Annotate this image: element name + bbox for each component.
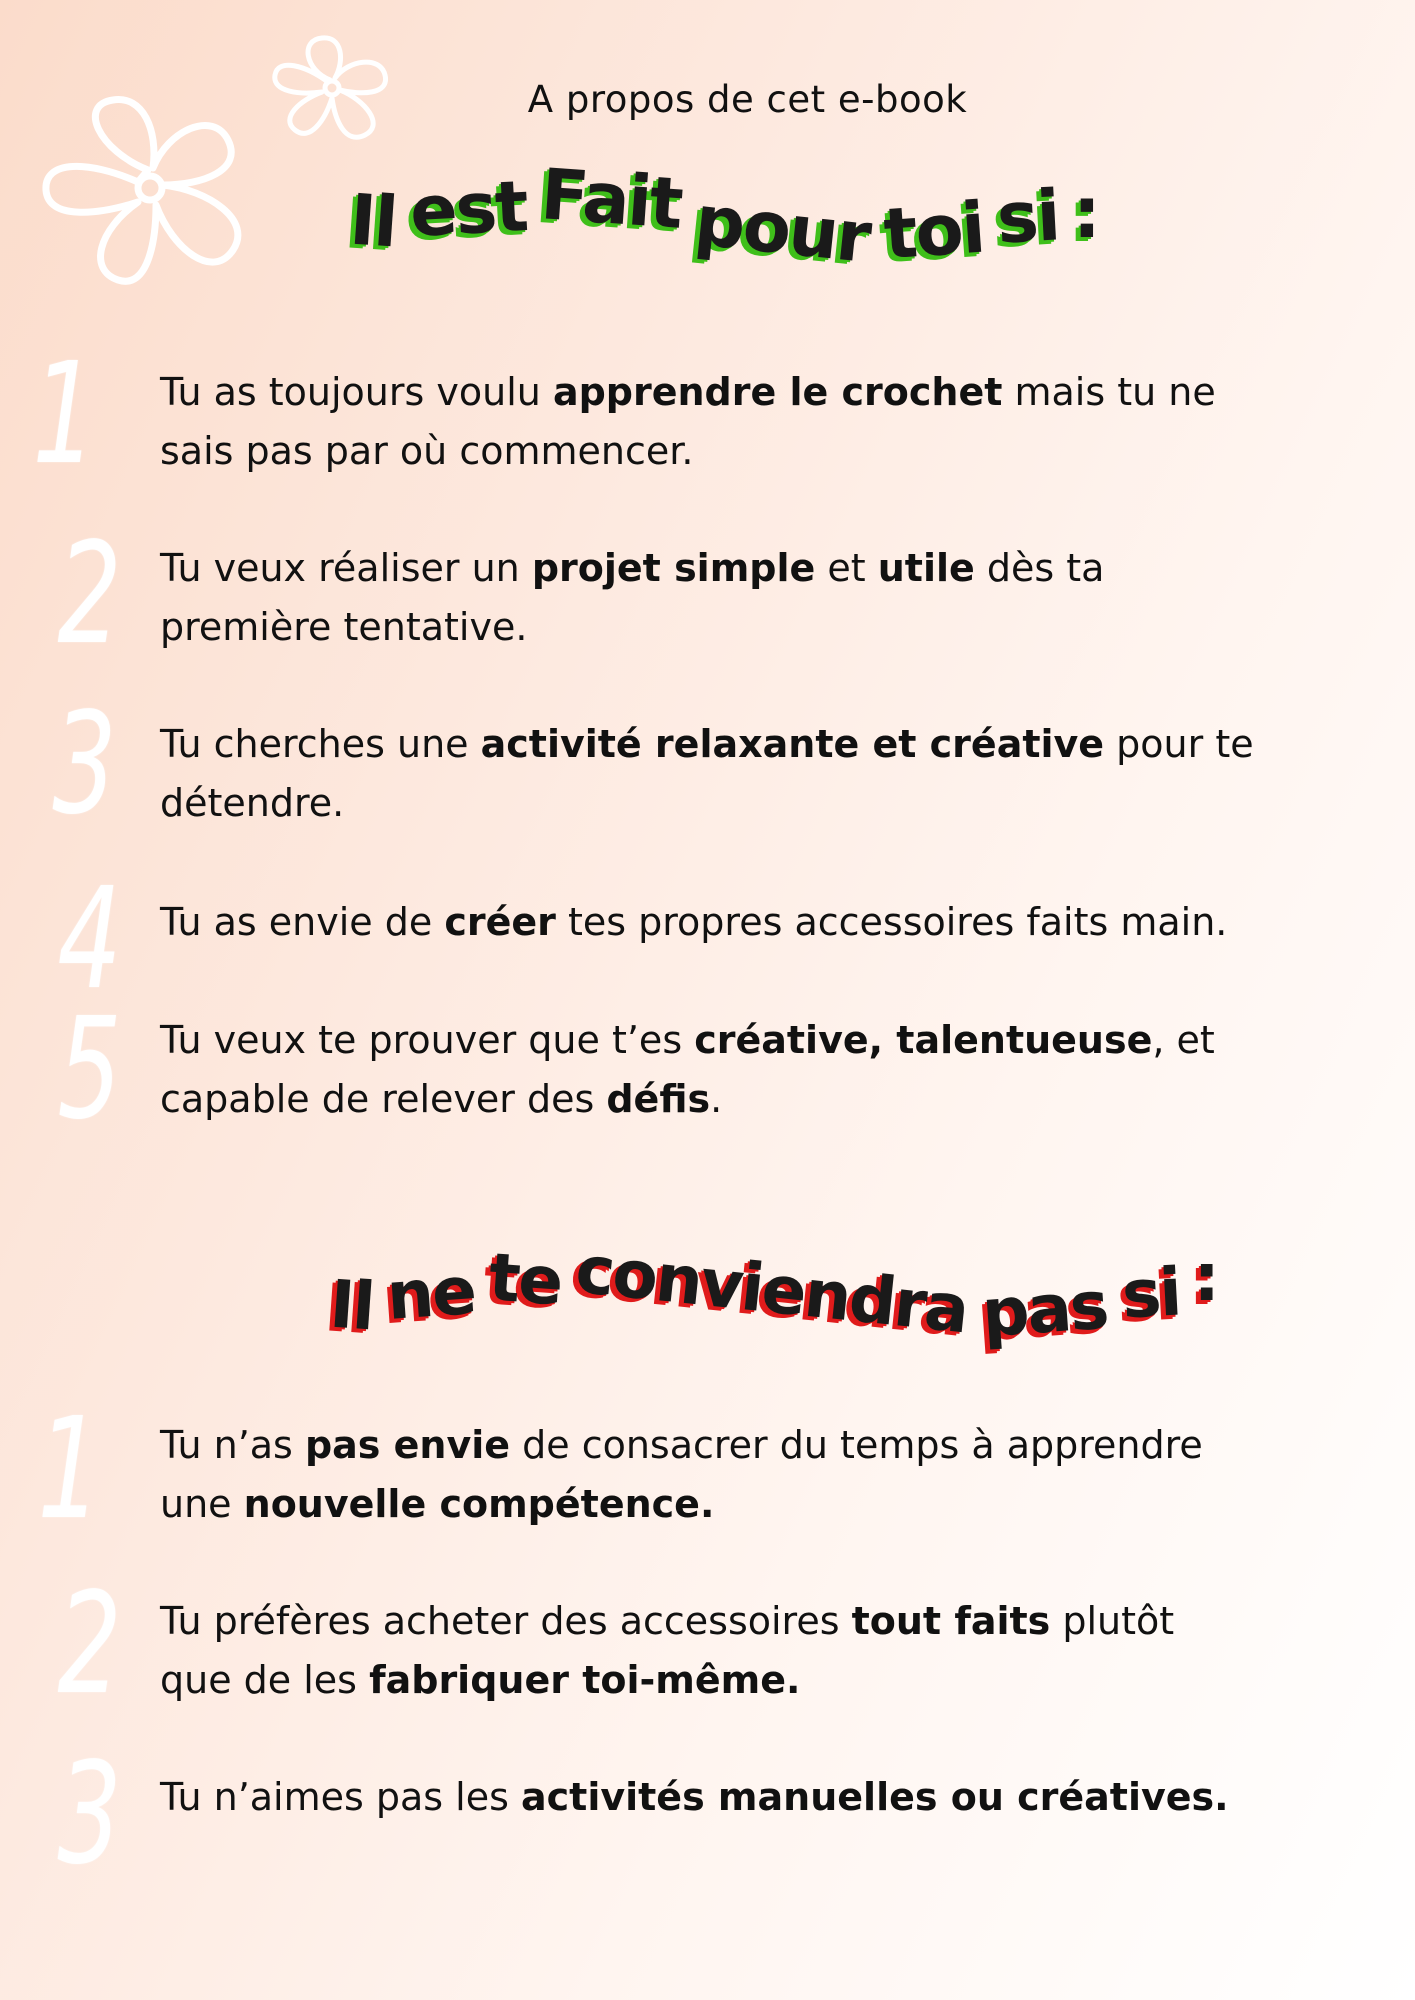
heading-word: ne [384, 1252, 478, 1335]
list-item [160, 1592, 1310, 1710]
list-number: 2 [57, 1563, 122, 1726]
item-text: Tu cherches une [160, 722, 481, 766]
heading-word: pas [979, 1266, 1111, 1353]
list-number: 3 [52, 683, 117, 846]
item-text: détendre. [160, 781, 345, 825]
list-number: 1 [32, 333, 97, 496]
heading-word: : [1072, 172, 1099, 254]
item-text-bold: fabriquer toi-même. [369, 1658, 801, 1702]
heading-word: Il [327, 1265, 376, 1346]
item-text: . [710, 1077, 723, 1121]
heading-word: toi [880, 186, 986, 276]
heading-word: Fait [537, 153, 684, 245]
item-text: et [815, 546, 878, 590]
item-text-bold: créative, talentueuse [694, 1018, 1153, 1062]
item-text: mais tu ne [1002, 370, 1216, 414]
item-text: Tu veux réaliser un [160, 546, 532, 590]
list-number: 2 [57, 513, 122, 676]
item-text: que de les [160, 1658, 370, 1702]
item-text: tes propres accessoires faits main. [555, 900, 1228, 944]
list-item [160, 1416, 1310, 1534]
item-text-bold: pas envie [304, 1423, 511, 1467]
item-text-bold: projet simple [531, 546, 816, 590]
item-text: première tentative. [160, 605, 528, 649]
list-item [160, 363, 1310, 481]
item-text: pour te [1104, 722, 1254, 766]
item-text-bold: apprendre le crochet [552, 370, 1003, 414]
list-number: 3 [57, 1733, 122, 1896]
list-item [160, 1011, 1310, 1129]
item-text: , et [1152, 1018, 1215, 1062]
item-text: Tu préfères acheter des accessoires [160, 1599, 852, 1643]
item-text-bold: activités manuelles ou créatives. [520, 1775, 1229, 1819]
heading-word: : [1193, 1239, 1218, 1316]
list-number: 4 [57, 858, 122, 1021]
item-text: plutôt [1050, 1599, 1175, 1643]
item-text-bold: utile [877, 546, 975, 590]
item-text: Tu n’as [160, 1423, 305, 1467]
section-heading-not [327, 1230, 1232, 1353]
item-text: capable de relever des [160, 1077, 607, 1121]
item-text-bold: créer [444, 900, 556, 944]
item-text: de consacrer du temps à apprendre [510, 1423, 1203, 1467]
heading-word: si [995, 174, 1061, 260]
page-title [0, 78, 1415, 121]
heading-word: Il [347, 178, 399, 264]
item-text: Tu as toujours voulu [160, 370, 553, 414]
item-text: dès ta [974, 546, 1105, 590]
item-text: sais pas par où commencer. [160, 429, 694, 473]
item-text: Tu n’aimes pas les [160, 1775, 521, 1819]
item-text: Tu as envie de [160, 900, 445, 944]
list-item [160, 539, 1310, 657]
heading-word: pour [691, 179, 874, 279]
item-text-bold: défis [606, 1077, 711, 1121]
item-text: Tu veux te prouver que t’es [160, 1018, 695, 1062]
section-heading-for [347, 153, 1113, 279]
item-text-bold: tout faits [851, 1599, 1051, 1643]
list-number: 5 [57, 988, 122, 1151]
item-text-bold: activité relaxante et créative [480, 722, 1105, 766]
heading-word: conviendra [572, 1230, 972, 1349]
list-item [160, 1768, 1310, 1827]
item-text-bold: nouvelle compétence. [243, 1482, 715, 1526]
list-item [160, 715, 1310, 833]
list-number: 1 [37, 1388, 102, 1551]
page-title-text: A propos de cet e-book [527, 78, 968, 121]
item-text: une [160, 1482, 244, 1526]
heading-word: te [486, 1238, 564, 1321]
heading-word: est [407, 165, 529, 253]
heading-word: si [1119, 1253, 1182, 1334]
list-item [160, 893, 1310, 952]
